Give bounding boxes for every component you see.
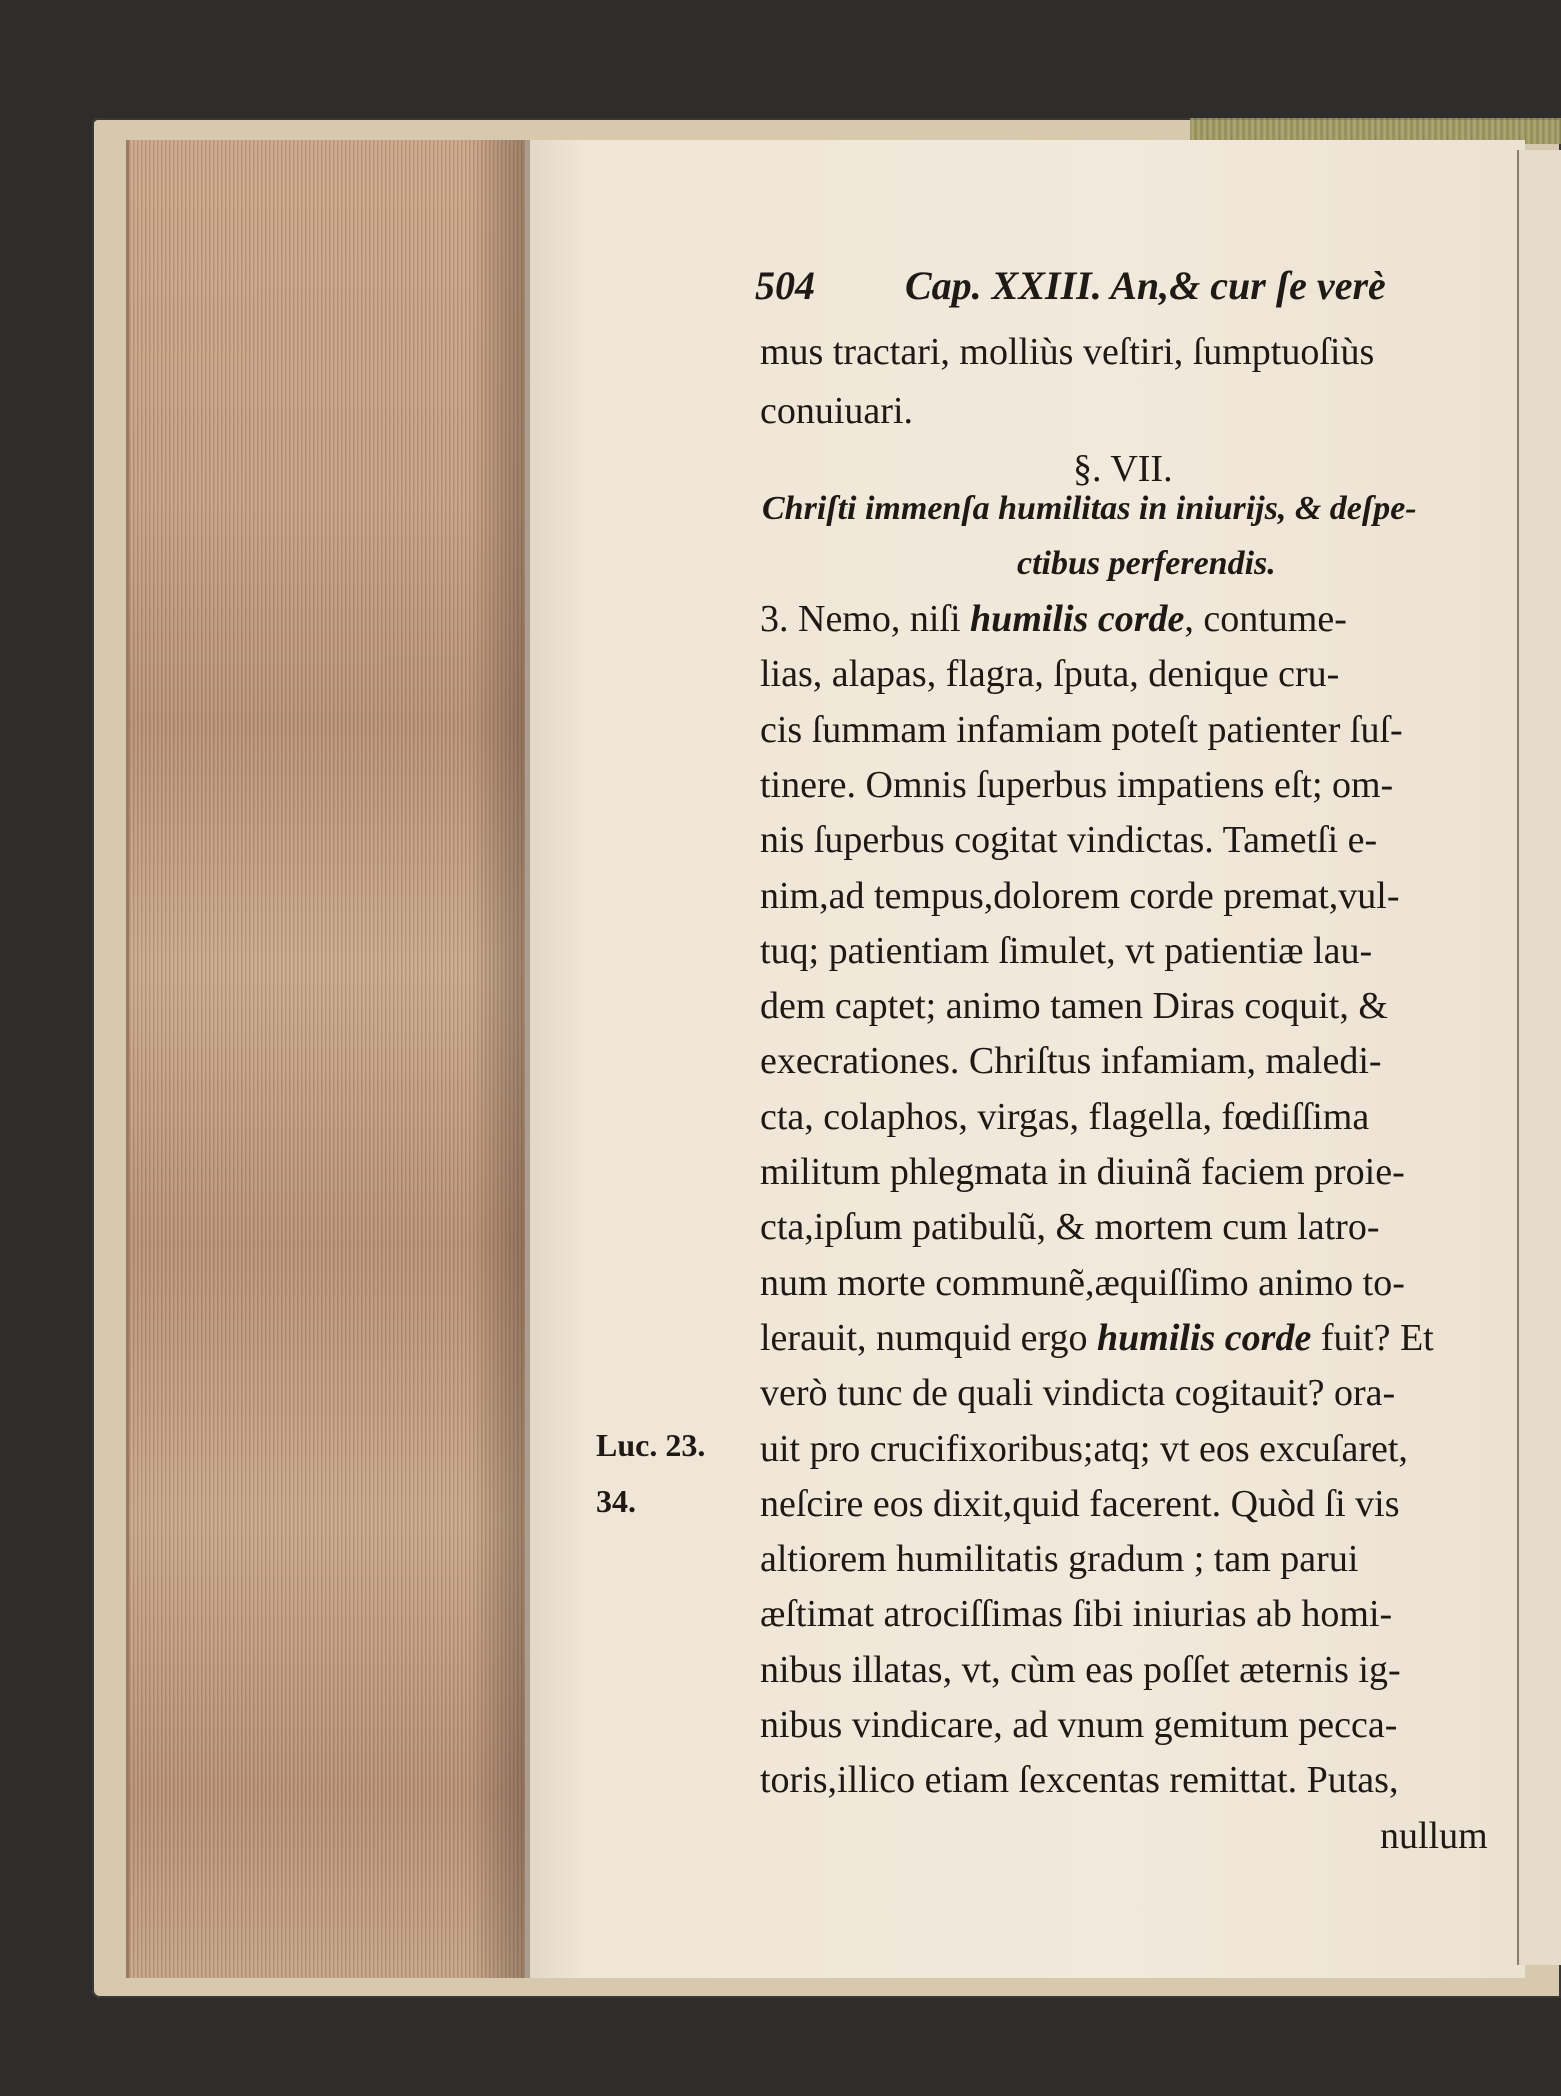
text-run: dem captet; animo tamen Diras coquit, &	[760, 985, 1388, 1027]
paragraph-line	[760, 600, 1347, 638]
section-mark: §. VII.	[1073, 448, 1173, 490]
text-run: lerauit, numquid ergo	[760, 1317, 1098, 1359]
paragraph-line	[760, 1651, 1401, 1689]
text-run: lias, alapas, flagra, ſputa, denique cru-	[760, 653, 1340, 695]
text-run: num morte communẽ,æquiſſimo animo to-	[760, 1262, 1405, 1304]
chapter-heading: Cap. XXIII. An,& cur ſe verè	[905, 263, 1386, 308]
section-title-line: Chriſti immenſa humilitas in iniurijs, & deſpe-	[762, 490, 1417, 527]
paragraph-line	[760, 932, 1372, 970]
text-run: militum phlegmata in diuinã faciem proie-	[760, 1151, 1405, 1193]
text-run: cis ſummam infamiam poteſt patienter ſuſ-	[760, 709, 1403, 751]
paragraph-line	[760, 1042, 1382, 1080]
paragraph-line	[760, 1540, 1358, 1578]
text-run: nibus vindicare, ad vnum gemitum pecca-	[760, 1704, 1398, 1746]
paragraph-line	[760, 1153, 1405, 1191]
margin-reference: 34.	[596, 1483, 636, 1519]
paragraph-line	[760, 1319, 1434, 1357]
emphasis-run: humilis corde	[1097, 1317, 1312, 1359]
paragraph-line	[760, 766, 1393, 804]
text-run: execrationes. Chriſtus infamiam, maledi-	[760, 1040, 1382, 1082]
body-line: mus tractari, molliùs veſtiri, ſumptuoſiùs	[760, 331, 1375, 373]
text-run: verò tunc de quali vindicta cogitauit? ora-	[760, 1372, 1396, 1414]
section-title-line: ctibus perferendis.	[1017, 545, 1276, 582]
text-run: æſtimat atrociſſimas ſibi iniurias ab homi-	[760, 1593, 1393, 1635]
paragraph-line	[760, 987, 1388, 1025]
paragraph-line	[760, 821, 1377, 859]
text-run: uit pro crucifixoribus;atq; vt eos excuſaret,	[760, 1428, 1408, 1470]
paragraph-line	[760, 711, 1403, 749]
paragraph-line	[760, 1595, 1392, 1633]
paragraph-line	[760, 1761, 1398, 1799]
body-line: conuiuari.	[760, 390, 914, 432]
text-run: 3. Nemo, niſi	[760, 598, 971, 640]
page-gutter-shadow	[470, 140, 530, 1978]
text-run: cta,ipſum patibulũ, & mortem cum latro-	[760, 1206, 1380, 1248]
paragraph-line	[760, 1430, 1408, 1468]
paragraph-line	[760, 1098, 1369, 1136]
text-run: tinere. Omnis ſuperbus impatiens eſt; om-	[760, 764, 1394, 806]
paragraph-line	[760, 655, 1339, 693]
paragraph-line	[760, 877, 1400, 915]
text-run: toris,illico etiam ſexcentas remittat. Putas,	[760, 1759, 1399, 1801]
text-run: nim,ad tempus,dolorem corde premat,vul-	[760, 875, 1400, 917]
paragraph-line	[760, 1706, 1397, 1744]
catchword: nullum	[1380, 1815, 1488, 1857]
facing-page-edge	[1517, 150, 1561, 1965]
page-block-edge	[126, 140, 529, 1978]
text-run: cta, colaphos, virgas, flagella, fœdiſſima	[760, 1096, 1370, 1138]
paragraph-line	[760, 1374, 1395, 1412]
text-run: , contume-	[1184, 598, 1347, 640]
text-run: nibus illatas, vt, cùm eas poſſet æternis ig-	[760, 1649, 1401, 1691]
text-run: nis ſuperbus cogitat vindictas. Tametſi e-	[760, 819, 1378, 861]
text-run: neſcire eos dixit,quid facerent. Quòd ſi vis	[760, 1483, 1400, 1525]
text-run: altiorem humilitatis gradum ; tam parui	[760, 1538, 1359, 1580]
text-run: fuit? Et	[1311, 1317, 1434, 1359]
margin-reference: Luc. 23.	[596, 1427, 706, 1463]
emphasis-run: humilis corde	[970, 598, 1185, 640]
paragraph-line	[760, 1264, 1405, 1302]
paragraph-line	[760, 1485, 1400, 1523]
text-run: tuq; patientiam ſimulet, vt patientiæ lau-	[760, 930, 1373, 972]
running-head	[755, 262, 1390, 314]
page-number: 504	[755, 263, 815, 308]
paragraph-line	[760, 1208, 1379, 1246]
